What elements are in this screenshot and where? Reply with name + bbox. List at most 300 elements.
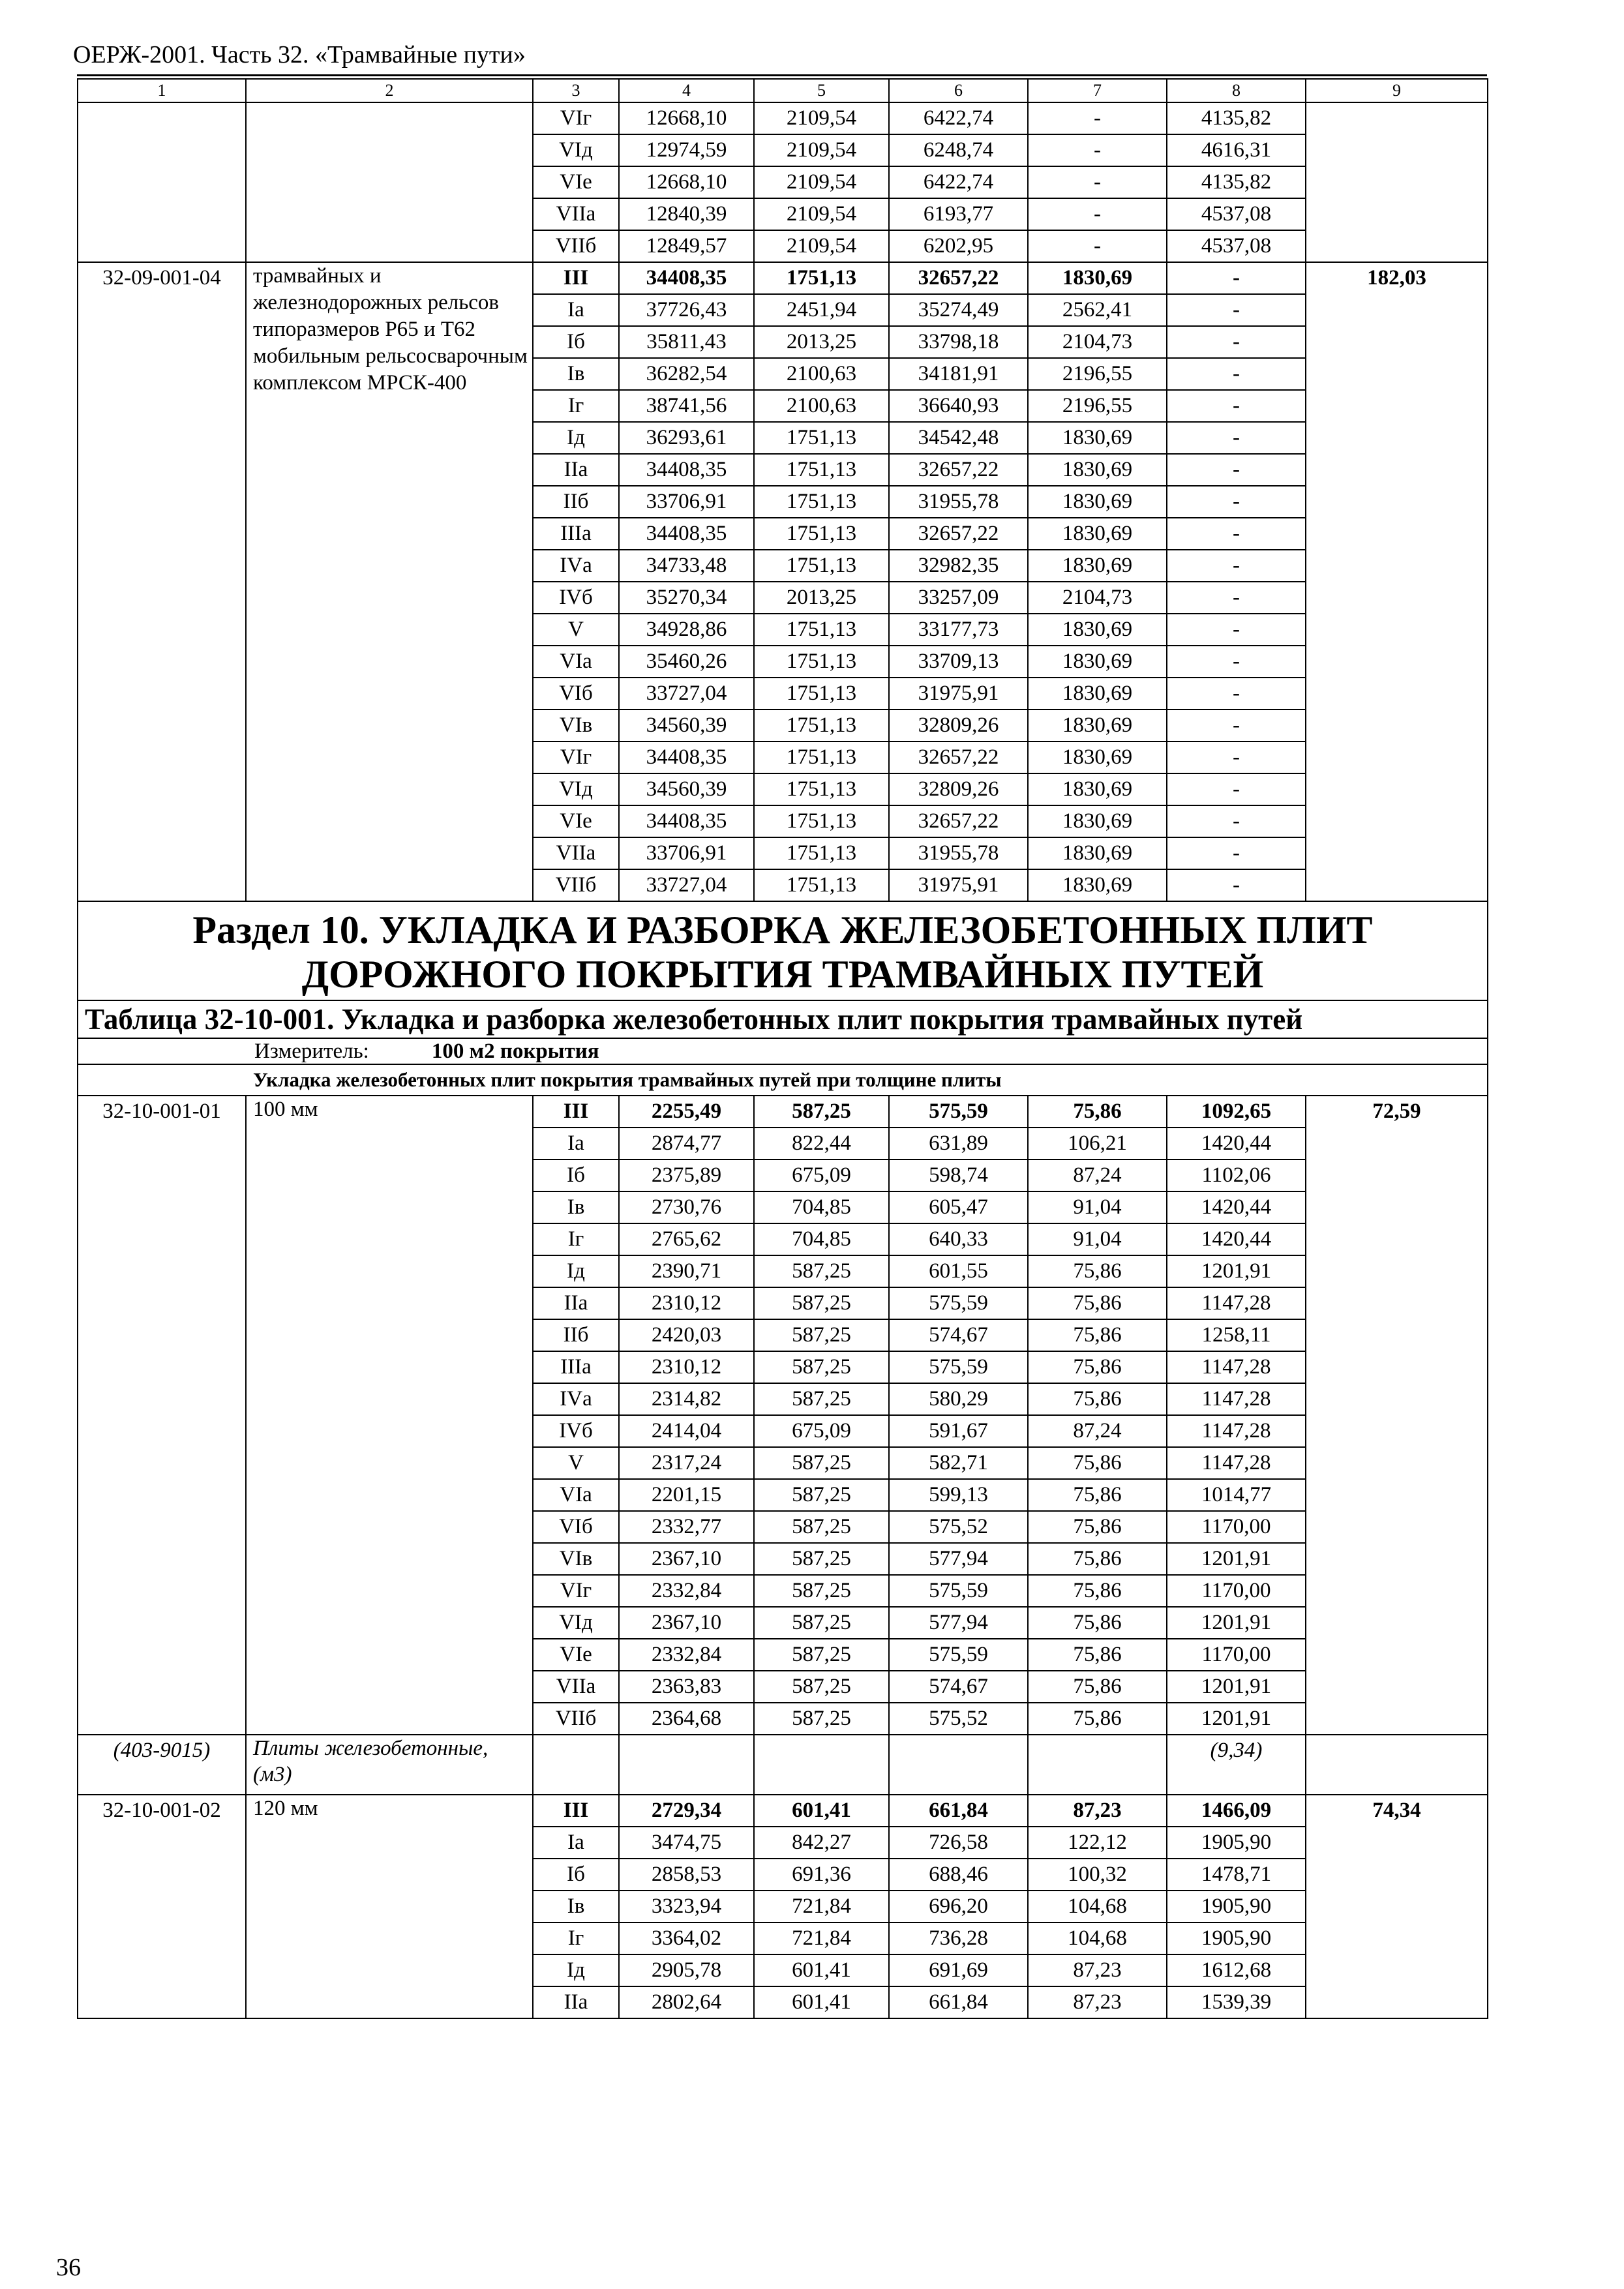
value-cell: 3474,75 bbox=[619, 1827, 754, 1859]
value-cell: 2332,77 bbox=[619, 1511, 754, 1543]
measure-value: 100 м2 покрытия bbox=[431, 1040, 599, 1063]
zone-cell: VIд bbox=[533, 1607, 619, 1639]
rate-col9 bbox=[1306, 102, 1488, 262]
empty-cell bbox=[1306, 1735, 1488, 1795]
value-cell: 32809,26 bbox=[889, 773, 1028, 805]
zone-cell: Iд bbox=[533, 1954, 619, 1986]
value-cell: 1830,69 bbox=[1028, 773, 1167, 805]
table-row bbox=[78, 102, 1488, 134]
value-cell: 36640,93 bbox=[889, 390, 1028, 422]
zone-cell: VIIб bbox=[533, 1703, 619, 1735]
value-cell: 2802,64 bbox=[619, 1986, 754, 2018]
value-cell: 1751,13 bbox=[754, 710, 889, 741]
value-cell: 2013,25 bbox=[754, 582, 889, 614]
value-cell: 691,69 bbox=[889, 1954, 1028, 1986]
zone-cell: Iв bbox=[533, 358, 619, 390]
rates-table bbox=[77, 78, 1488, 2019]
value-cell: 4616,31 bbox=[1167, 134, 1306, 166]
value-cell: 31975,91 bbox=[889, 678, 1028, 710]
value-cell: 33798,18 bbox=[889, 326, 1028, 358]
zone-cell: VIг bbox=[533, 102, 619, 134]
value-cell: 2201,15 bbox=[619, 1479, 754, 1511]
value-cell: 1830,69 bbox=[1028, 869, 1167, 901]
value-cell: 2109,54 bbox=[754, 102, 889, 134]
value-cell: 12668,10 bbox=[619, 102, 754, 134]
value-cell: 75,86 bbox=[1028, 1479, 1167, 1511]
value-cell: 87,24 bbox=[1028, 1415, 1167, 1447]
header-rule bbox=[77, 74, 1487, 76]
value-cell: 35811,43 bbox=[619, 326, 754, 358]
value-cell: 704,85 bbox=[754, 1191, 889, 1223]
value-cell: 2109,54 bbox=[754, 166, 889, 198]
value-cell: 1201,91 bbox=[1167, 1543, 1306, 1575]
value-cell: - bbox=[1028, 198, 1167, 230]
value-cell: 2104,73 bbox=[1028, 326, 1167, 358]
value-cell: 2765,62 bbox=[619, 1223, 754, 1255]
value-cell: 598,74 bbox=[889, 1159, 1028, 1191]
value-cell: 34542,48 bbox=[889, 422, 1028, 454]
value-cell: 2100,63 bbox=[754, 390, 889, 422]
value-cell: 1830,69 bbox=[1028, 454, 1167, 486]
value-cell: 6422,74 bbox=[889, 102, 1028, 134]
value-cell: 574,67 bbox=[889, 1671, 1028, 1703]
value-cell: - bbox=[1028, 134, 1167, 166]
empty-cell bbox=[1028, 1735, 1167, 1795]
zone-cell: III bbox=[533, 262, 619, 294]
value-cell: 574,67 bbox=[889, 1319, 1028, 1351]
resource-row bbox=[78, 1735, 1488, 1795]
value-cell: 1751,13 bbox=[754, 869, 889, 901]
value-cell: 1830,69 bbox=[1028, 614, 1167, 646]
value-cell: 640,33 bbox=[889, 1223, 1028, 1255]
value-cell: 33709,13 bbox=[889, 646, 1028, 678]
value-cell: 1751,13 bbox=[754, 837, 889, 869]
zone-cell: IIб bbox=[533, 486, 619, 518]
value-cell: 1147,28 bbox=[1167, 1447, 1306, 1479]
value-cell: 721,84 bbox=[754, 1891, 889, 1922]
value-cell: 1830,69 bbox=[1028, 741, 1167, 773]
column-number: 8 bbox=[1167, 79, 1306, 102]
value-cell: 1830,69 bbox=[1028, 550, 1167, 582]
value-cell: 32657,22 bbox=[889, 805, 1028, 837]
resource-qty: (9,34) bbox=[1167, 1735, 1306, 1795]
measure-row bbox=[78, 1038, 1488, 1064]
empty-cell bbox=[889, 1735, 1028, 1795]
value-cell: 34408,35 bbox=[619, 518, 754, 550]
value-cell: 842,27 bbox=[754, 1827, 889, 1859]
value-cell: 32657,22 bbox=[889, 262, 1028, 294]
value-cell: - bbox=[1167, 741, 1306, 773]
value-cell: 1751,13 bbox=[754, 518, 889, 550]
value-cell: 587,25 bbox=[754, 1575, 889, 1607]
value-cell: 1830,69 bbox=[1028, 518, 1167, 550]
rate-description: 100 мм bbox=[246, 1096, 533, 1735]
zone-cell: VIа bbox=[533, 1479, 619, 1511]
value-cell: 33706,91 bbox=[619, 486, 754, 518]
zone-cell: V bbox=[533, 614, 619, 646]
zone-cell: Iд bbox=[533, 1255, 619, 1287]
value-cell: 33727,04 bbox=[619, 869, 754, 901]
value-cell: - bbox=[1167, 678, 1306, 710]
value-cell: 2363,83 bbox=[619, 1671, 754, 1703]
value-cell: 675,09 bbox=[754, 1415, 889, 1447]
table-row bbox=[78, 1795, 1488, 1827]
value-cell: 1014,77 bbox=[1167, 1479, 1306, 1511]
value-cell: 3323,94 bbox=[619, 1891, 754, 1922]
rate-col9: 72,59 bbox=[1306, 1096, 1488, 1735]
zone-cell: VIIб bbox=[533, 230, 619, 262]
value-cell: 34408,35 bbox=[619, 805, 754, 837]
value-cell: 1092,65 bbox=[1167, 1096, 1306, 1128]
resource-code: (403-9015) bbox=[78, 1735, 246, 1795]
value-cell: 104,68 bbox=[1028, 1891, 1167, 1922]
value-cell: - bbox=[1167, 710, 1306, 741]
value-cell: 100,32 bbox=[1028, 1859, 1167, 1891]
value-cell: 2375,89 bbox=[619, 1159, 754, 1191]
value-cell: 582,71 bbox=[889, 1447, 1028, 1479]
zone-cell: Iб bbox=[533, 326, 619, 358]
value-cell: 2310,12 bbox=[619, 1287, 754, 1319]
value-cell: 1751,13 bbox=[754, 646, 889, 678]
value-cell: 75,86 bbox=[1028, 1255, 1167, 1287]
value-cell: 675,09 bbox=[754, 1159, 889, 1191]
zone-cell: VIд bbox=[533, 773, 619, 805]
value-cell: 587,25 bbox=[754, 1447, 889, 1479]
zone-cell: Iв bbox=[533, 1191, 619, 1223]
value-cell: 599,13 bbox=[889, 1479, 1028, 1511]
value-cell: 32657,22 bbox=[889, 741, 1028, 773]
value-cell: 1466,09 bbox=[1167, 1795, 1306, 1827]
value-cell: - bbox=[1167, 390, 1306, 422]
value-cell: 2332,84 bbox=[619, 1639, 754, 1671]
table-row bbox=[78, 1096, 1488, 1128]
value-cell: 2390,71 bbox=[619, 1255, 754, 1287]
value-cell: 75,86 bbox=[1028, 1607, 1167, 1639]
value-cell: 2729,34 bbox=[619, 1795, 754, 1827]
value-cell: 587,25 bbox=[754, 1255, 889, 1287]
value-cell: 34408,35 bbox=[619, 741, 754, 773]
value-cell: 601,55 bbox=[889, 1255, 1028, 1287]
value-cell: 87,23 bbox=[1028, 1954, 1167, 1986]
zone-cell: VIг bbox=[533, 1575, 619, 1607]
value-cell: - bbox=[1167, 773, 1306, 805]
column-number: 1 bbox=[78, 79, 246, 102]
value-cell: 587,25 bbox=[754, 1607, 889, 1639]
value-cell: 1170,00 bbox=[1167, 1511, 1306, 1543]
value-cell: - bbox=[1167, 454, 1306, 486]
zone-cell: VIе bbox=[533, 805, 619, 837]
value-cell: 591,67 bbox=[889, 1415, 1028, 1447]
value-cell: 75,86 bbox=[1028, 1575, 1167, 1607]
zone-cell: IIIа bbox=[533, 1351, 619, 1383]
value-cell: 12840,39 bbox=[619, 198, 754, 230]
rate-description bbox=[246, 102, 533, 262]
value-cell: 1612,68 bbox=[1167, 1954, 1306, 1986]
value-cell: 631,89 bbox=[889, 1128, 1028, 1159]
value-cell: - bbox=[1167, 422, 1306, 454]
value-cell: 726,58 bbox=[889, 1827, 1028, 1859]
value-cell: 1751,13 bbox=[754, 550, 889, 582]
value-cell: 1830,69 bbox=[1028, 262, 1167, 294]
zone-cell: Iг bbox=[533, 390, 619, 422]
value-cell: 75,86 bbox=[1028, 1287, 1167, 1319]
value-cell: 575,59 bbox=[889, 1639, 1028, 1671]
value-cell: 1751,13 bbox=[754, 422, 889, 454]
value-cell: 104,68 bbox=[1028, 1922, 1167, 1954]
column-number: 7 bbox=[1028, 79, 1167, 102]
value-cell: - bbox=[1167, 550, 1306, 582]
table-title-row bbox=[78, 1000, 1488, 1038]
value-cell: 75,86 bbox=[1028, 1096, 1167, 1128]
value-cell: 587,25 bbox=[754, 1671, 889, 1703]
value-cell: 75,86 bbox=[1028, 1703, 1167, 1735]
zone-cell: IVа bbox=[533, 550, 619, 582]
value-cell: 1420,44 bbox=[1167, 1191, 1306, 1223]
value-cell: 691,36 bbox=[754, 1859, 889, 1891]
value-cell: 33727,04 bbox=[619, 678, 754, 710]
value-cell: 1147,28 bbox=[1167, 1351, 1306, 1383]
zone-cell: Iб bbox=[533, 1859, 619, 1891]
value-cell: 75,86 bbox=[1028, 1671, 1167, 1703]
zone-cell: VIг bbox=[533, 741, 619, 773]
value-cell: 32657,22 bbox=[889, 518, 1028, 550]
value-cell: 1751,13 bbox=[754, 773, 889, 805]
value-cell: 106,21 bbox=[1028, 1128, 1167, 1159]
value-cell: 822,44 bbox=[754, 1128, 889, 1159]
value-cell: 1201,91 bbox=[1167, 1607, 1306, 1639]
zone-cell: V bbox=[533, 1447, 619, 1479]
value-cell: 2414,04 bbox=[619, 1415, 754, 1447]
empty-cell bbox=[619, 1735, 754, 1795]
value-cell: 1905,90 bbox=[1167, 1891, 1306, 1922]
value-cell: 1830,69 bbox=[1028, 710, 1167, 741]
value-cell: - bbox=[1028, 102, 1167, 134]
value-cell: 75,86 bbox=[1028, 1639, 1167, 1671]
empty-cell bbox=[754, 1735, 889, 1795]
value-cell: 1478,71 bbox=[1167, 1859, 1306, 1891]
zone-cell: IVб bbox=[533, 582, 619, 614]
value-cell: 35270,34 bbox=[619, 582, 754, 614]
zone-cell: VIе bbox=[533, 1639, 619, 1671]
value-cell: 2310,12 bbox=[619, 1351, 754, 1383]
value-cell: 577,94 bbox=[889, 1607, 1028, 1639]
rate-col9: 74,34 bbox=[1306, 1795, 1488, 2018]
zone-cell: VIв bbox=[533, 1543, 619, 1575]
value-cell: 2451,94 bbox=[754, 294, 889, 326]
resource-name: Плиты железобетонные, (м3) bbox=[246, 1735, 533, 1795]
value-cell: 1905,90 bbox=[1167, 1922, 1306, 1954]
value-cell: 661,84 bbox=[889, 1795, 1028, 1827]
value-cell: 1147,28 bbox=[1167, 1287, 1306, 1319]
value-cell: 2905,78 bbox=[619, 1954, 754, 1986]
page-title: ОЕРЖ-2001. Часть 32. «Трамвайные пути» bbox=[73, 41, 526, 68]
value-cell: 1201,91 bbox=[1167, 1255, 1306, 1287]
value-cell: 2367,10 bbox=[619, 1543, 754, 1575]
table-body bbox=[78, 79, 1488, 2018]
value-cell: 4537,08 bbox=[1167, 230, 1306, 262]
value-cell: 704,85 bbox=[754, 1223, 889, 1255]
rate-description: 120 мм bbox=[246, 1795, 533, 2018]
value-cell: 34560,39 bbox=[619, 773, 754, 805]
value-cell: 2420,03 bbox=[619, 1319, 754, 1351]
value-cell: 34408,35 bbox=[619, 454, 754, 486]
page-number: 36 bbox=[56, 2254, 81, 2281]
value-cell: 34408,35 bbox=[619, 262, 754, 294]
value-cell: 36282,54 bbox=[619, 358, 754, 390]
value-cell: 3364,02 bbox=[619, 1922, 754, 1954]
value-cell: 601,41 bbox=[754, 1954, 889, 1986]
value-cell: - bbox=[1167, 294, 1306, 326]
value-cell: 2874,77 bbox=[619, 1128, 754, 1159]
value-cell: 2196,55 bbox=[1028, 358, 1167, 390]
subheading: Укладка железобетонных плит покрытия трамвайных путей при толщине плиты bbox=[78, 1064, 1488, 1096]
value-cell: 696,20 bbox=[889, 1891, 1028, 1922]
value-cell: - bbox=[1167, 805, 1306, 837]
value-cell: 575,59 bbox=[889, 1096, 1028, 1128]
value-cell: 1102,06 bbox=[1167, 1159, 1306, 1191]
value-cell: 736,28 bbox=[889, 1922, 1028, 1954]
zone-cell: VIв bbox=[533, 710, 619, 741]
value-cell: 721,84 bbox=[754, 1922, 889, 1954]
zone-cell: Iа bbox=[533, 1128, 619, 1159]
value-cell: 1830,69 bbox=[1028, 486, 1167, 518]
rate-code bbox=[78, 102, 246, 262]
value-cell: 661,84 bbox=[889, 1986, 1028, 2018]
value-cell: 587,25 bbox=[754, 1479, 889, 1511]
value-cell: 575,59 bbox=[889, 1575, 1028, 1607]
value-cell: 91,04 bbox=[1028, 1223, 1167, 1255]
value-cell: 34928,86 bbox=[619, 614, 754, 646]
value-cell: 6193,77 bbox=[889, 198, 1028, 230]
value-cell: 75,86 bbox=[1028, 1319, 1167, 1351]
value-cell: 1258,11 bbox=[1167, 1319, 1306, 1351]
value-cell: 12974,59 bbox=[619, 134, 754, 166]
value-cell: 2013,25 bbox=[754, 326, 889, 358]
value-cell: 575,59 bbox=[889, 1287, 1028, 1319]
column-number: 5 bbox=[754, 79, 889, 102]
value-cell: - bbox=[1167, 486, 1306, 518]
value-cell: 1830,69 bbox=[1028, 837, 1167, 869]
value-cell: 575,52 bbox=[889, 1511, 1028, 1543]
value-cell: - bbox=[1167, 518, 1306, 550]
column-number: 2 bbox=[246, 79, 533, 102]
zone-cell: VIб bbox=[533, 1511, 619, 1543]
value-cell: 34733,48 bbox=[619, 550, 754, 582]
zone-cell: IIа bbox=[533, 1287, 619, 1319]
value-cell: 577,94 bbox=[889, 1543, 1028, 1575]
value-cell: 34560,39 bbox=[619, 710, 754, 741]
zone-cell: Iб bbox=[533, 1159, 619, 1191]
value-cell: 2109,54 bbox=[754, 198, 889, 230]
zone-cell: Iг bbox=[533, 1922, 619, 1954]
value-cell: 1751,13 bbox=[754, 678, 889, 710]
value-cell: 35460,26 bbox=[619, 646, 754, 678]
zone-cell: IVа bbox=[533, 1383, 619, 1415]
value-cell: 587,25 bbox=[754, 1319, 889, 1351]
value-cell: 2317,24 bbox=[619, 1447, 754, 1479]
zone-cell: VIб bbox=[533, 678, 619, 710]
value-cell: 87,23 bbox=[1028, 1795, 1167, 1827]
value-cell: 587,25 bbox=[754, 1096, 889, 1128]
zone-cell: IIIа bbox=[533, 518, 619, 550]
rate-code: 32-09-001-04 bbox=[78, 262, 246, 901]
value-cell: 32982,35 bbox=[889, 550, 1028, 582]
value-cell: - bbox=[1167, 326, 1306, 358]
value-cell: 1751,13 bbox=[754, 262, 889, 294]
value-cell: 2109,54 bbox=[754, 230, 889, 262]
column-number-row bbox=[78, 79, 1488, 102]
value-cell: 37726,43 bbox=[619, 294, 754, 326]
value-cell: - bbox=[1028, 230, 1167, 262]
value-cell: 32809,26 bbox=[889, 710, 1028, 741]
value-cell: 587,25 bbox=[754, 1287, 889, 1319]
value-cell: 587,25 bbox=[754, 1703, 889, 1735]
value-cell: 33177,73 bbox=[889, 614, 1028, 646]
zone-cell: VIIб bbox=[533, 869, 619, 901]
column-number: 4 bbox=[619, 79, 754, 102]
zone-cell: VIд bbox=[533, 134, 619, 166]
value-cell: 12849,57 bbox=[619, 230, 754, 262]
value-cell: 32657,22 bbox=[889, 454, 1028, 486]
value-cell: 1147,28 bbox=[1167, 1415, 1306, 1447]
value-cell: 1905,90 bbox=[1167, 1827, 1306, 1859]
value-cell: 2367,10 bbox=[619, 1607, 754, 1639]
value-cell: 2255,49 bbox=[619, 1096, 754, 1128]
column-number: 6 bbox=[889, 79, 1028, 102]
zone-cell: III bbox=[533, 1795, 619, 1827]
zone-cell: VIIа bbox=[533, 198, 619, 230]
value-cell: 1170,00 bbox=[1167, 1639, 1306, 1671]
value-cell: 75,86 bbox=[1028, 1543, 1167, 1575]
value-cell: 2858,53 bbox=[619, 1859, 754, 1891]
rate-code: 32-10-001-01 bbox=[78, 1096, 246, 1735]
value-cell: 87,24 bbox=[1028, 1159, 1167, 1191]
value-cell: 31955,78 bbox=[889, 486, 1028, 518]
zone-cell: IVб bbox=[533, 1415, 619, 1447]
measure-cell bbox=[78, 1038, 1488, 1064]
value-cell: 1539,39 bbox=[1167, 1986, 1306, 2018]
zone-cell: III bbox=[533, 1096, 619, 1128]
value-cell: 36293,61 bbox=[619, 422, 754, 454]
value-cell: 75,86 bbox=[1028, 1351, 1167, 1383]
table-row bbox=[78, 262, 1488, 294]
value-cell: 605,47 bbox=[889, 1191, 1028, 1223]
value-cell: 1830,69 bbox=[1028, 422, 1167, 454]
value-cell: 2100,63 bbox=[754, 358, 889, 390]
value-cell: - bbox=[1167, 614, 1306, 646]
value-cell: 2314,82 bbox=[619, 1383, 754, 1415]
value-cell: 1201,91 bbox=[1167, 1671, 1306, 1703]
zone-cell: Iв bbox=[533, 1891, 619, 1922]
value-cell: 12668,10 bbox=[619, 166, 754, 198]
value-cell: 587,25 bbox=[754, 1383, 889, 1415]
value-cell: 601,41 bbox=[754, 1986, 889, 2018]
value-cell: 6422,74 bbox=[889, 166, 1028, 198]
section-title: Раздел 10. УКЛАДКА И РАЗБОРКА ЖЕЛЕЗОБЕТОННЫХ ПЛИТ ДОРОЖНОГО ПОКРЫТИЯ ТРАМВАЙНЫХ ПУТЕЙ bbox=[78, 901, 1488, 1000]
value-cell: 75,86 bbox=[1028, 1447, 1167, 1479]
zone-cell: Iг bbox=[533, 1223, 619, 1255]
value-cell: 1751,13 bbox=[754, 741, 889, 773]
zone-cell: Iд bbox=[533, 422, 619, 454]
value-cell: 75,86 bbox=[1028, 1511, 1167, 1543]
value-cell: - bbox=[1167, 646, 1306, 678]
value-cell: 34181,91 bbox=[889, 358, 1028, 390]
column-number: 3 bbox=[533, 79, 619, 102]
subheading-row bbox=[78, 1064, 1488, 1096]
value-cell: - bbox=[1167, 262, 1306, 294]
zone-cell: Iа bbox=[533, 294, 619, 326]
value-cell: 2332,84 bbox=[619, 1575, 754, 1607]
